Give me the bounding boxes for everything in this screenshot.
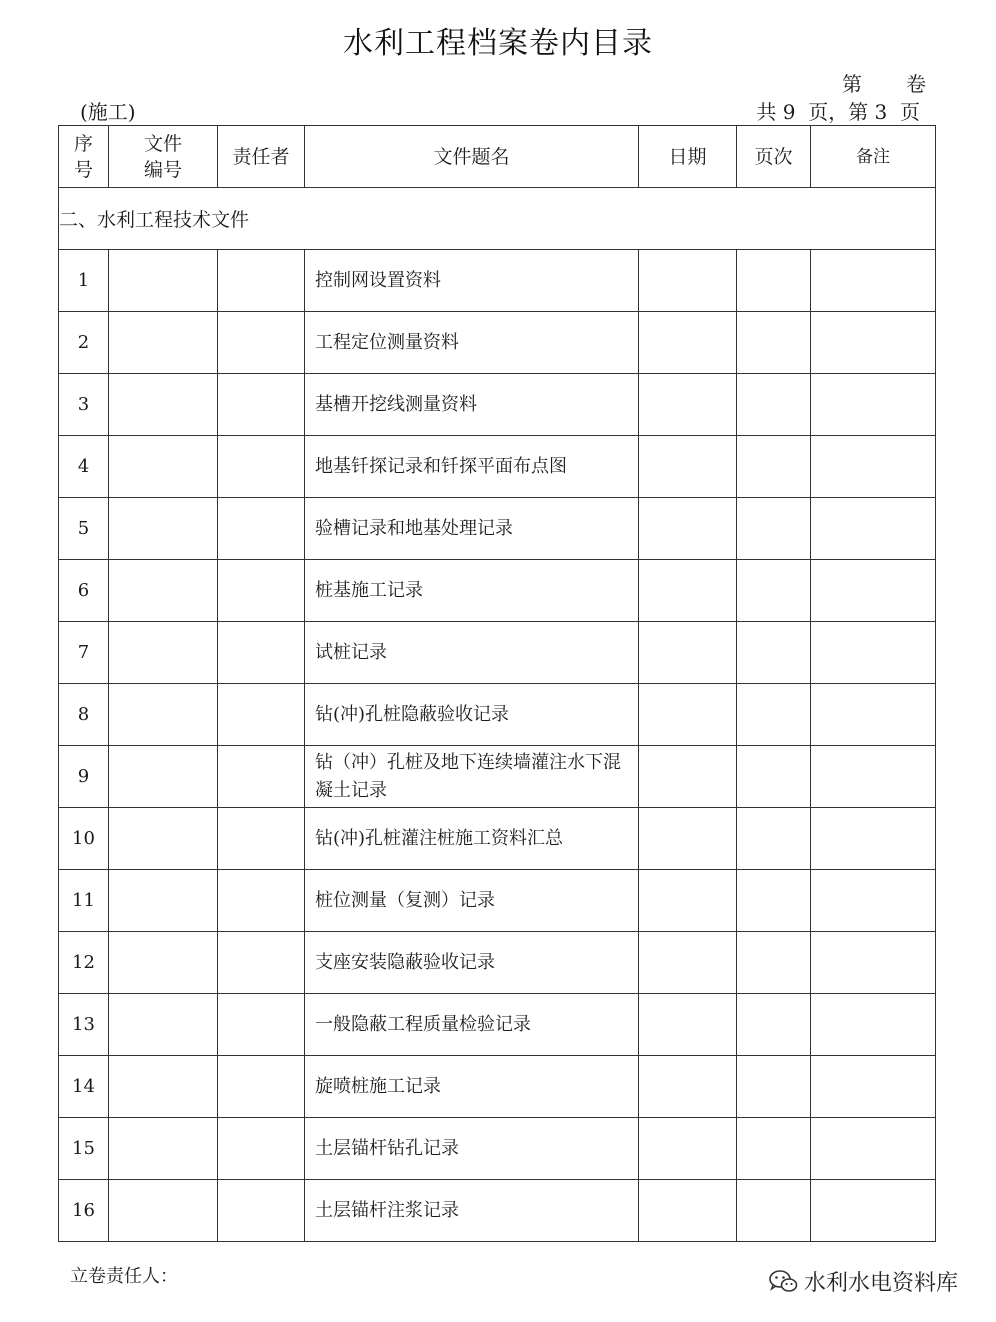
row-number: 9 (59, 746, 109, 808)
row-remarks (811, 1056, 936, 1118)
row-file-number (109, 684, 218, 746)
row-file-number (109, 994, 218, 1056)
table-row (59, 250, 936, 312)
row-file-title: 土层锚杆注浆记录 (305, 1180, 639, 1242)
row-file-title: 验槽记录和地基处理记录 (305, 498, 639, 560)
row-number: 6 (59, 560, 109, 622)
table-row (59, 560, 936, 622)
table-row (59, 684, 936, 746)
row-date (639, 498, 737, 560)
row-remarks (811, 1180, 936, 1242)
row-date (639, 1180, 737, 1242)
row-pages (737, 994, 811, 1056)
row-responsible (218, 622, 305, 684)
row-responsible (218, 498, 305, 560)
document-title: 水利工程档案卷内目录 (343, 26, 653, 61)
row-file-number (109, 1180, 218, 1242)
section-row (59, 188, 936, 250)
row-pages (737, 374, 811, 436)
row-pages (737, 932, 811, 994)
table-row (59, 870, 936, 932)
row-number: 3 (59, 374, 109, 436)
row-file-title: 支座安装隐蔽验收记录 (305, 932, 639, 994)
row-file-number (109, 622, 218, 684)
row-date (639, 250, 737, 312)
row-file-title: 控制网设置资料 (305, 250, 639, 312)
row-pages (737, 808, 811, 870)
row-remarks (811, 374, 936, 436)
row-pages (737, 684, 811, 746)
row-responsible (218, 994, 305, 1056)
watermark (768, 1266, 958, 1297)
row-pages (737, 1056, 811, 1118)
row-file-title: 一般隐蔽工程质量检验记录 (305, 994, 639, 1056)
row-number: 7 (59, 622, 109, 684)
row-remarks (811, 808, 936, 870)
row-file-number (109, 932, 218, 994)
row-pages (737, 1180, 811, 1242)
table-row (59, 808, 936, 870)
row-pages (737, 622, 811, 684)
row-responsible (218, 746, 305, 808)
row-file-title: 工程定位测量资料 (305, 312, 639, 374)
row-pages (737, 436, 811, 498)
row-file-title: 桩位测量（复测）记录 (305, 870, 639, 932)
row-file-title: 地基钎探记录和钎探平面布点图 (305, 436, 639, 498)
watermark-text: 水利水电资料库 (803, 1271, 958, 1296)
row-file-title: 钻(冲)孔桩隐蔽验收记录 (305, 684, 639, 746)
row-number: 16 (59, 1180, 109, 1242)
row-file-title: 钻(冲)孔桩灌注桩施工资料汇总 (305, 808, 639, 870)
row-remarks (811, 312, 936, 374)
row-pages (737, 498, 811, 560)
header-title: 文件题名 (305, 126, 639, 188)
row-date (639, 684, 737, 746)
row-number: 11 (59, 870, 109, 932)
row-file-number (109, 498, 218, 560)
row-pages (737, 312, 811, 374)
row-responsible (218, 436, 305, 498)
row-responsible (218, 1180, 305, 1242)
row-responsible (218, 870, 305, 932)
row-responsible (218, 560, 305, 622)
signer-label: 立卷责任人： (70, 1266, 178, 1287)
table-row (59, 994, 936, 1056)
row-file-number (109, 870, 218, 932)
row-number: 4 (59, 436, 109, 498)
row-responsible (218, 312, 305, 374)
row-file-number (109, 374, 218, 436)
row-number: 12 (59, 932, 109, 994)
row-responsible (218, 684, 305, 746)
row-file-number (109, 312, 218, 374)
row-remarks (811, 436, 936, 498)
header-responsible: 责任者 (218, 126, 305, 188)
header-row (59, 126, 936, 188)
row-number: 2 (59, 312, 109, 374)
table-row (59, 746, 936, 808)
row-responsible (218, 1118, 305, 1180)
row-date (639, 374, 737, 436)
row-remarks (811, 994, 936, 1056)
row-file-title: 基槽开挖线测量资料 (305, 374, 639, 436)
table-row (59, 312, 936, 374)
row-pages (737, 746, 811, 808)
row-date (639, 808, 737, 870)
row-responsible (218, 374, 305, 436)
header-file-no: 文件 编号 (109, 126, 218, 188)
row-responsible (218, 250, 305, 312)
volume-line (842, 68, 926, 97)
table-row (59, 374, 936, 436)
row-pages (737, 250, 811, 312)
row-responsible (218, 1056, 305, 1118)
volume-prefix: 第 (842, 72, 862, 96)
row-date (639, 870, 737, 932)
row-pages (737, 560, 811, 622)
row-file-number (109, 250, 218, 312)
header-pages: 页次 (737, 126, 811, 188)
row-file-number (109, 1118, 218, 1180)
table-row (59, 1118, 936, 1180)
header-date: 日期 (639, 126, 737, 188)
row-file-number (109, 1056, 218, 1118)
row-file-title: 钻（冲）孔桩及地下连续墙灌注水下混凝土记录 (305, 746, 639, 808)
row-remarks (811, 622, 936, 684)
row-date (639, 1056, 737, 1118)
row-file-title: 桩基施工记录 (305, 560, 639, 622)
row-file-number (109, 560, 218, 622)
row-date (639, 994, 737, 1056)
row-date (639, 1118, 737, 1180)
row-file-title: 试桩记录 (305, 622, 639, 684)
row-date (639, 436, 737, 498)
row-pages (737, 870, 811, 932)
volume-suffix: 卷 (906, 72, 926, 96)
row-number: 8 (59, 684, 109, 746)
category-label: (施工) (80, 100, 136, 124)
row-remarks (811, 1118, 936, 1180)
header-remarks: 备注 (811, 126, 936, 188)
row-file-number (109, 746, 218, 808)
header-seq: 序 号 (59, 126, 109, 188)
catalog-table (58, 125, 936, 1242)
row-number: 15 (59, 1118, 109, 1180)
table-row (59, 1180, 936, 1242)
row-remarks (811, 250, 936, 312)
row-remarks (811, 560, 936, 622)
table-row (59, 498, 936, 560)
table-row (59, 1056, 936, 1118)
row-remarks (811, 932, 936, 994)
wechat-icon (768, 1269, 798, 1295)
row-date (639, 560, 737, 622)
row-number: 14 (59, 1056, 109, 1118)
row-file-number (109, 436, 218, 498)
row-pages (737, 1118, 811, 1180)
row-number: 1 (59, 250, 109, 312)
row-responsible (218, 932, 305, 994)
row-file-title: 旋喷桩施工记录 (305, 1056, 639, 1118)
row-date (639, 622, 737, 684)
table-row (59, 932, 936, 994)
row-remarks (811, 498, 936, 560)
row-number: 10 (59, 808, 109, 870)
row-file-number (109, 808, 218, 870)
row-date (639, 312, 737, 374)
row-remarks (811, 746, 936, 808)
row-remarks (811, 870, 936, 932)
row-date (639, 932, 737, 994)
section-title: 二、水利工程技术文件 (59, 188, 936, 250)
row-number: 5 (59, 498, 109, 560)
row-remarks (811, 684, 936, 746)
row-responsible (218, 808, 305, 870)
table-row (59, 436, 936, 498)
page-info: 共 9 页，第 3 页 (756, 100, 920, 124)
row-date (639, 746, 737, 808)
row-number: 13 (59, 994, 109, 1056)
row-file-title: 土层锚杆钻孔记录 (305, 1118, 639, 1180)
table-row (59, 622, 936, 684)
